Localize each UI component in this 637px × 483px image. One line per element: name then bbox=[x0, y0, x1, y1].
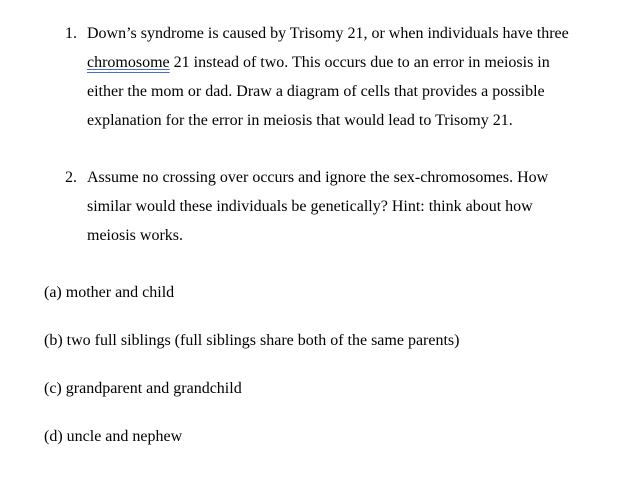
part-b: (b) two full siblings (full siblings share both of the same parents) bbox=[44, 332, 460, 349]
question-1-line-1: Down’s syndrome is caused by Trisomy 21, or when individuals have three bbox=[87, 25, 569, 42]
question-1-line-3: either the mom or dad. Draw a diagram of cells that provides a possible bbox=[87, 83, 545, 100]
part-a: (a) mother and child bbox=[44, 284, 175, 301]
question-1-line-4: explanation for the error in meiosis that would lead to Trisomy 21. bbox=[87, 112, 513, 129]
question-1-line-2 bbox=[87, 48, 550, 77]
question-2-line-2: similar would these individuals be genetically? Hint: think about how bbox=[87, 198, 533, 215]
question-2-number: 2. bbox=[65, 169, 77, 186]
question-1-number: 1. bbox=[65, 25, 77, 42]
question-2-line-1: Assume no crossing over occurs and ignore the sex-chromosomes. How bbox=[87, 169, 549, 186]
part-d: (d) uncle and nephew bbox=[44, 428, 183, 445]
question-1-line-2-rest: 21 instead of two. This occurs due to an error in meiosis in bbox=[169, 54, 550, 71]
question-2-line-3: meiosis works. bbox=[87, 227, 183, 244]
part-c: (c) grandparent and grandchild bbox=[44, 380, 242, 397]
spellcheck-flagged-word: chromosome bbox=[87, 54, 170, 71]
